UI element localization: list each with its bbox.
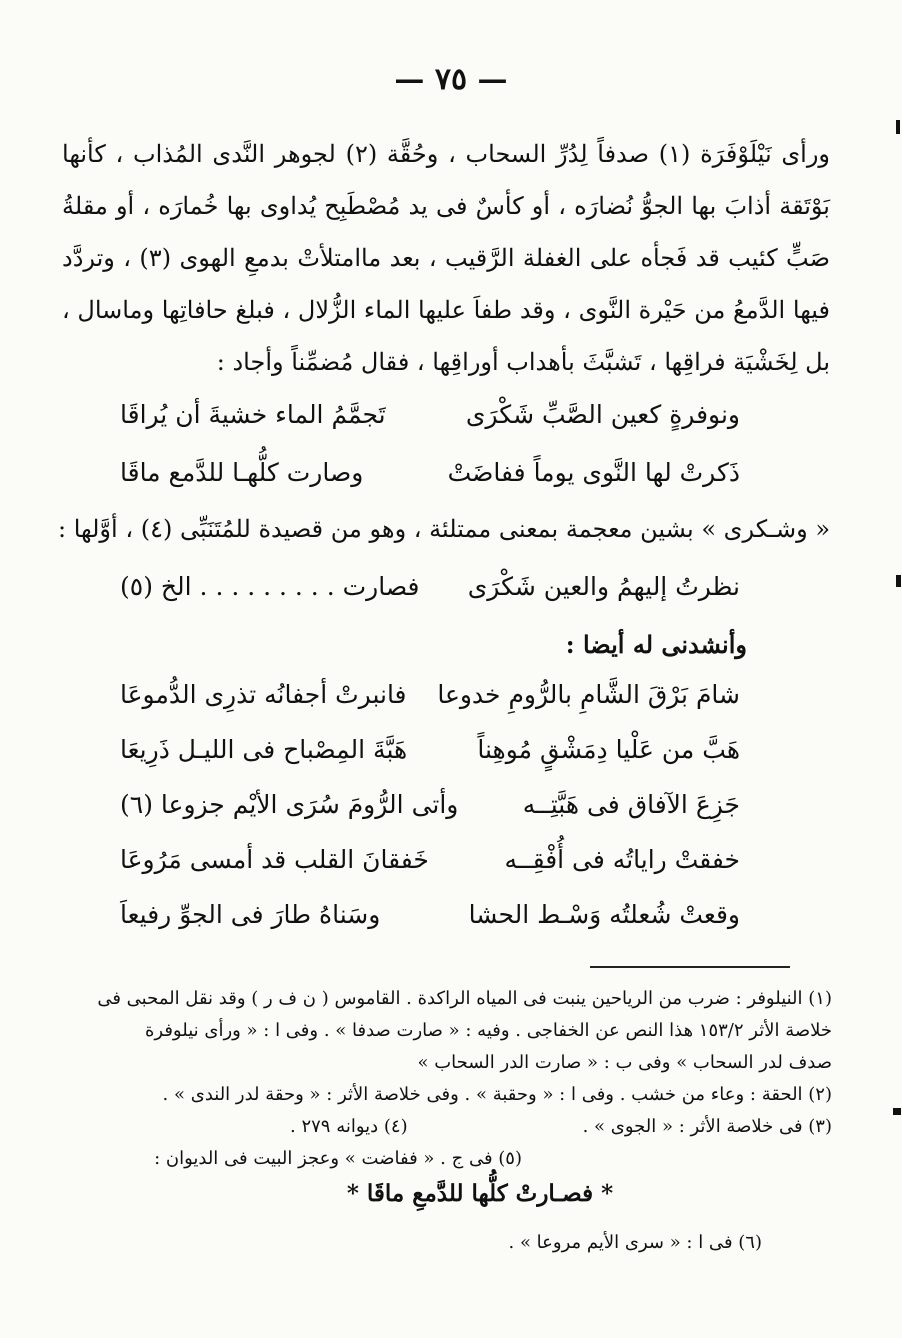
verse-first-hemistich: ونوفرةٍ كعين الصَّبِّ شَكْرَى xyxy=(465,400,740,429)
verse-first-hemistich: جَزِعَ الآفاق فى هَبَّتِــه xyxy=(522,790,740,819)
footnote-line: (٢) الحقة : وعاء من خشب . وفى ا : « وحقبة » . وفى خلاصة الأثر : « وحقة لدر الندى » . xyxy=(162,1084,832,1105)
footnote-line: (٥) فى ج . « ففاضت » وعجز البيت فى الديوان : xyxy=(154,1148,522,1169)
footnote-line: (١) النيلوفر : ضرب من الرياحين ينبت فى المياه الراكدة . القاموس ( ن ف ر ) وقد نقل المحبى فى xyxy=(97,988,832,1009)
verse-second-hemistich: خَفقانَ القلب قد أمسى مَرُوعَا xyxy=(120,845,429,874)
verse-line xyxy=(120,680,740,730)
scan-edge-mark xyxy=(893,1108,901,1115)
page-number: — ٧٥ — xyxy=(394,62,508,97)
verse-second-hemistich: فانبرتْ أجفانُه تذرِى الدُّموعَا xyxy=(120,680,407,709)
footnote-line: خلاصة الأثر ١٥٣/٢ هذا النص عن الخفاجى . وفيه : « صارت صدفا » . وفى ا : « ورأى نيلوفرة xyxy=(144,1020,832,1041)
intro-line: وأنشدنى له أيضا : xyxy=(565,630,747,659)
verse-second-hemistich: وأتى الرُّومَ سُرَى الأيْم جزوعا (٦) xyxy=(120,790,459,819)
footnote-line: صدف لدر السحاب » وفى ب : « صارت الدر السحاب » xyxy=(417,1052,832,1073)
commentary-line: « وشـكرى » بشين معجمة بمعنى ممتلئة ، وهو من قصيدة للمُتَنَبِّى (٤) ، أوَّلها : xyxy=(58,515,830,543)
paragraph-text: ورأى نَيْلَوْفَرَة (١) صدفاً لِدُرِّ السحاب ، وحُقَّة (٢) لجوهر النَّدى المُذاب ، كأنها بَوْتَقة أذابَ بها الجوُّ نُضارَه ، أو كأسٌ فى يد مُصْطَبِح يُداوى بها خُمارَه ، أو مقلةُ صَبٍّ كئيب قد فَجأه على الغفلة الرَّقيب ، بعد ماامتلأتْ بدمعِ الهوى (٣) ، وتردَّد فيها الدَّمعُ من حَيْرة النَّوى ، وقد طفاَ عليها الماء الزُّلال ، فبلغ حافاتِها وماسال ، بل لِخَشْيَة فراقِها ، تَشبَّثَ بأهداب أوراقِها ، فقال مُضمِّناً وأجاد : xyxy=(62,140,831,376)
verse-second-hemistich: تَجمَّمُ الماء خشيةَ أن يُراقَا xyxy=(120,400,386,429)
verse-first-hemistich: هَبَّ من عَلْيا دِمَشْقٍ مُوهِناً xyxy=(477,735,740,764)
verse-line xyxy=(120,790,740,840)
footnote-separator xyxy=(590,966,790,968)
verse-line xyxy=(120,900,740,950)
verse-first-hemistich: خفقتْ راياتُه فى أُفْقِــه xyxy=(504,845,740,874)
scan-edge-mark xyxy=(896,120,900,134)
footnote-line: (٤) ديوانه ٢٧٩ . xyxy=(290,1116,408,1137)
verse-line xyxy=(120,735,740,785)
verse-line xyxy=(120,458,740,508)
scan-edge-mark xyxy=(896,575,901,587)
verse-first-hemistich: نظرتُ إليهمُ والعين شَكْرَى xyxy=(467,572,740,601)
verse-first-hemistich: وقعتْ شُعلتُه وَسْـط الحشا xyxy=(468,900,740,929)
verse-first-hemistich: شامَ بَرْقَ الشَّامِ بالرُّومِ خدوعا xyxy=(437,680,740,709)
footnote-quoted-verse: * فصـارتْ كلُّها للدَّمعِ ماقَا * xyxy=(346,1180,614,1207)
verse-second-hemistich: وسَناهُ طارَ فى الجوِّ رفيعاَ xyxy=(120,900,381,929)
footnote-line: (٦) فى ا : « سرى الأيم مروعا » . xyxy=(508,1232,762,1253)
verse-first-hemistich: ذَكرتْ لها النَّوى يوماً ففاضَتْ xyxy=(447,458,740,487)
footnote-line: (٣) فى خلاصة الأثر : « الجوى » . xyxy=(582,1116,832,1137)
verse-second-hemistich: هَبَّةَ المِصْباح فى الليـل ذَرِيعَا xyxy=(120,735,408,764)
main-paragraph xyxy=(62,128,830,388)
verse-line xyxy=(120,400,740,450)
verse-second-hemistich: وصارت كلُّهـا للدَّمع ماقَا xyxy=(120,458,364,487)
verse-line xyxy=(120,572,740,622)
verse-line xyxy=(120,845,740,895)
verse-second-hemistich: فصارت . . . . . . . . . الخ (٥) xyxy=(120,572,420,601)
